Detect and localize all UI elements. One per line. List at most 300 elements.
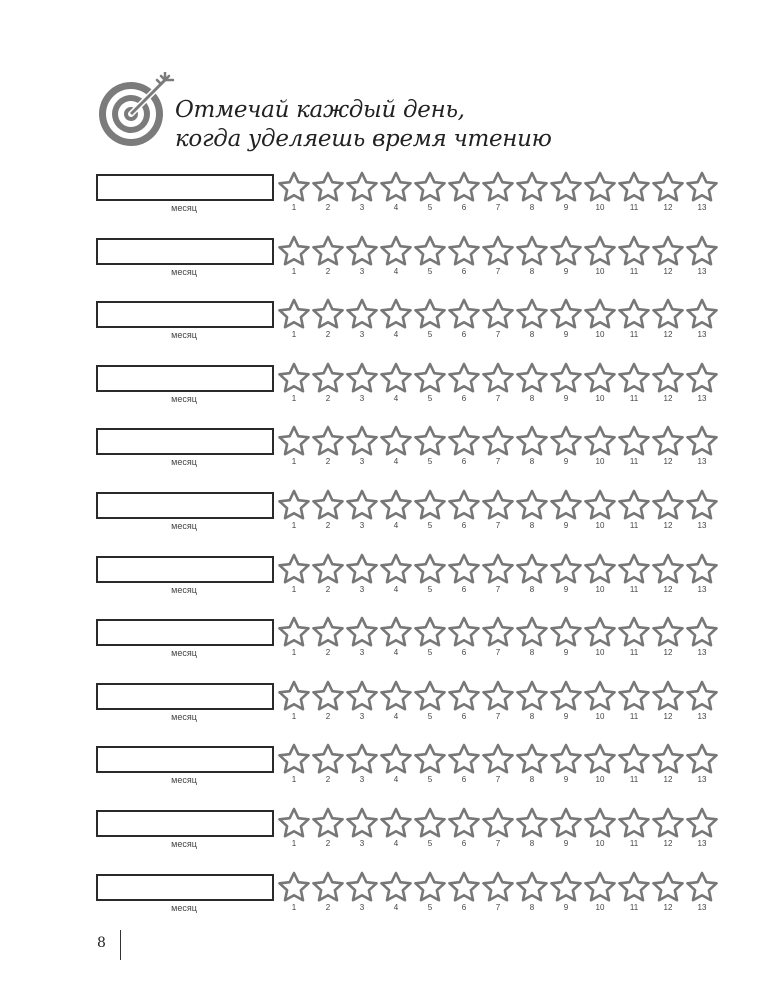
star-outline-icon[interactable]: [345, 680, 379, 712]
day-number: 7: [495, 267, 501, 276]
star-outline-icon[interactable]: [481, 489, 515, 521]
day-number: 3: [359, 267, 365, 276]
star-outline-icon[interactable]: [447, 807, 481, 839]
star-outline-icon[interactable]: [583, 807, 617, 839]
month-label: месяц: [171, 775, 197, 785]
day-number: 10: [595, 457, 605, 466]
star-outline-icon[interactable]: [651, 235, 685, 267]
day-number: 10: [595, 267, 605, 276]
star-outline-icon[interactable]: [515, 489, 549, 521]
tracker-row: [0, 681, 772, 731]
star-outline-icon[interactable]: [481, 553, 515, 585]
star-outline-icon[interactable]: [549, 807, 583, 839]
star-outline-icon[interactable]: [481, 171, 515, 203]
day-number: 9: [563, 775, 569, 784]
star-outline-icon[interactable]: [651, 171, 685, 203]
star-outline-icon[interactable]: [447, 235, 481, 267]
month-label: месяц: [171, 903, 197, 913]
day-number: 1: [291, 775, 297, 784]
star-outline-icon[interactable]: [685, 489, 719, 521]
star-outline-icon[interactable]: [481, 425, 515, 457]
star-outline-icon[interactable]: [617, 807, 651, 839]
star-outline-icon[interactable]: [413, 362, 447, 394]
day-number: 8: [529, 457, 535, 466]
star-outline-icon[interactable]: [379, 298, 413, 330]
star-outline-icon[interactable]: [481, 235, 515, 267]
day-number: 13: [697, 330, 707, 339]
star-outline-icon[interactable]: [447, 362, 481, 394]
star-outline-icon[interactable]: [617, 171, 651, 203]
day-number: 3: [359, 585, 365, 594]
star-outline-icon[interactable]: [311, 489, 345, 521]
star-outline-icon[interactable]: [447, 298, 481, 330]
day-number: 1: [291, 267, 297, 276]
day-number: 11: [629, 457, 639, 466]
star-outline-icon[interactable]: [481, 871, 515, 903]
star-outline-icon[interactable]: [617, 489, 651, 521]
month-input-box[interactable]: [96, 492, 274, 519]
star-outline-icon[interactable]: [651, 807, 685, 839]
star-outline-icon[interactable]: [481, 807, 515, 839]
month-input-box[interactable]: [96, 619, 274, 646]
day-number: 2: [325, 903, 331, 912]
day-number: 11: [629, 648, 639, 657]
day-number: 6: [461, 903, 467, 912]
star-outline-icon[interactable]: [685, 171, 719, 203]
star-outline-icon[interactable]: [447, 553, 481, 585]
star-outline-icon[interactable]: [515, 425, 549, 457]
month-label: месяц: [171, 712, 197, 722]
star-outline-icon[interactable]: [379, 807, 413, 839]
day-number: 5: [427, 330, 433, 339]
day-number: 1: [291, 521, 297, 530]
day-number: 7: [495, 330, 501, 339]
star-outline-icon[interactable]: [685, 743, 719, 775]
star-outline-icon[interactable]: [447, 680, 481, 712]
star-outline-icon[interactable]: [617, 235, 651, 267]
day-number: 9: [563, 203, 569, 212]
month-label: месяц: [171, 585, 197, 595]
star-outline-icon[interactable]: [651, 680, 685, 712]
star-outline-icon[interactable]: [583, 553, 617, 585]
day-number: 6: [461, 267, 467, 276]
day-number: 4: [393, 839, 399, 848]
star-outline-icon[interactable]: [515, 235, 549, 267]
star-outline-icon[interactable]: [345, 743, 379, 775]
star-outline-icon[interactable]: [651, 743, 685, 775]
day-number: 4: [393, 330, 399, 339]
star-outline-icon[interactable]: [549, 298, 583, 330]
star-outline-icon[interactable]: [379, 871, 413, 903]
day-number: 9: [563, 394, 569, 403]
star-outline-icon[interactable]: [651, 425, 685, 457]
day-number: 5: [427, 394, 433, 403]
star-outline-icon[interactable]: [481, 298, 515, 330]
star-outline-icon[interactable]: [549, 362, 583, 394]
day-number: 8: [529, 839, 535, 848]
day-number: 4: [393, 394, 399, 403]
star-outline-icon[interactable]: [583, 425, 617, 457]
month-input-box[interactable]: [96, 556, 274, 583]
day-number: 11: [629, 775, 639, 784]
star-outline-icon[interactable]: [413, 553, 447, 585]
day-number: 12: [663, 775, 673, 784]
day-number: 13: [697, 839, 707, 848]
day-number: 13: [697, 585, 707, 594]
star-outline-icon[interactable]: [277, 871, 311, 903]
star-outline-icon[interactable]: [277, 680, 311, 712]
star-outline-icon[interactable]: [549, 616, 583, 648]
star-outline-icon[interactable]: [617, 425, 651, 457]
star-outline-icon[interactable]: [549, 235, 583, 267]
star-outline-icon[interactable]: [651, 362, 685, 394]
star-outline-icon[interactable]: [583, 489, 617, 521]
title-line-2: когда уделяешь время чтению: [175, 126, 552, 152]
month-input-box[interactable]: [96, 746, 274, 773]
star-outline-icon[interactable]: [277, 298, 311, 330]
day-number: 3: [359, 521, 365, 530]
star-outline-icon[interactable]: [515, 553, 549, 585]
day-number: 5: [427, 712, 433, 721]
star-outline-icon[interactable]: [345, 298, 379, 330]
day-number: 2: [325, 712, 331, 721]
day-number: 11: [629, 267, 639, 276]
star-outline-icon[interactable]: [413, 298, 447, 330]
star-outline-icon[interactable]: [277, 171, 311, 203]
day-number: 4: [393, 203, 399, 212]
star-outline-icon[interactable]: [515, 680, 549, 712]
day-number: 6: [461, 394, 467, 403]
star-outline-icon[interactable]: [583, 298, 617, 330]
star-outline-icon[interactable]: [311, 807, 345, 839]
day-number: 7: [495, 203, 501, 212]
star-outline-icon[interactable]: [583, 680, 617, 712]
day-number: 11: [629, 203, 639, 212]
day-number: 8: [529, 330, 535, 339]
day-number: 8: [529, 712, 535, 721]
day-number: 3: [359, 648, 365, 657]
day-number: 2: [325, 457, 331, 466]
day-number: 7: [495, 457, 501, 466]
day-number: 1: [291, 648, 297, 657]
star-outline-icon[interactable]: [379, 489, 413, 521]
page-number: 8: [97, 935, 106, 951]
star-outline-icon[interactable]: [447, 616, 481, 648]
day-number: 7: [495, 712, 501, 721]
star-outline-icon[interactable]: [311, 553, 345, 585]
star-outline-icon[interactable]: [345, 616, 379, 648]
day-number: 7: [495, 394, 501, 403]
star-outline-icon[interactable]: [481, 743, 515, 775]
day-number: 6: [461, 712, 467, 721]
star-outline-icon[interactable]: [345, 553, 379, 585]
day-number: 4: [393, 585, 399, 594]
day-number: 1: [291, 903, 297, 912]
star-outline-icon[interactable]: [515, 171, 549, 203]
star-outline-icon[interactable]: [685, 553, 719, 585]
star-outline-icon[interactable]: [277, 616, 311, 648]
star-outline-icon[interactable]: [413, 489, 447, 521]
day-number: 8: [529, 775, 535, 784]
star-outline-icon[interactable]: [583, 743, 617, 775]
star-outline-icon[interactable]: [311, 235, 345, 267]
star-outline-icon[interactable]: [685, 298, 719, 330]
month-input-box[interactable]: [96, 874, 274, 901]
star-outline-icon[interactable]: [685, 235, 719, 267]
month-label: месяц: [171, 521, 197, 531]
star-outline-icon[interactable]: [617, 553, 651, 585]
star-outline-icon[interactable]: [515, 616, 549, 648]
day-number: 2: [325, 394, 331, 403]
day-number: 4: [393, 775, 399, 784]
star-outline-icon[interactable]: [413, 425, 447, 457]
star-outline-icon[interactable]: [413, 871, 447, 903]
day-number: 10: [595, 330, 605, 339]
day-number: 1: [291, 330, 297, 339]
day-number: 11: [629, 839, 639, 848]
star-outline-icon[interactable]: [685, 807, 719, 839]
day-number: 3: [359, 775, 365, 784]
day-number: 12: [663, 521, 673, 530]
star-outline-icon[interactable]: [549, 871, 583, 903]
day-number: 11: [629, 585, 639, 594]
day-number: 5: [427, 585, 433, 594]
day-number: 12: [663, 330, 673, 339]
day-number: 2: [325, 839, 331, 848]
day-number: 12: [663, 394, 673, 403]
star-outline-icon[interactable]: [413, 743, 447, 775]
star-outline-icon[interactable]: [481, 616, 515, 648]
star-outline-icon[interactable]: [617, 871, 651, 903]
star-outline-icon[interactable]: [617, 680, 651, 712]
month-input-box[interactable]: [96, 365, 274, 392]
day-number: 1: [291, 394, 297, 403]
star-outline-icon[interactable]: [311, 362, 345, 394]
day-number: 3: [359, 903, 365, 912]
star-outline-icon[interactable]: [481, 680, 515, 712]
day-number: 10: [595, 775, 605, 784]
star-outline-icon[interactable]: [447, 171, 481, 203]
day-number: 4: [393, 267, 399, 276]
day-number: 8: [529, 903, 535, 912]
star-outline-icon[interactable]: [311, 680, 345, 712]
star-outline-icon[interactable]: [345, 235, 379, 267]
star-outline-icon[interactable]: [345, 171, 379, 203]
star-outline-icon[interactable]: [685, 680, 719, 712]
day-number: 13: [697, 394, 707, 403]
star-outline-icon[interactable]: [345, 807, 379, 839]
day-number: 12: [663, 648, 673, 657]
star-outline-icon[interactable]: [311, 298, 345, 330]
day-number: 9: [563, 457, 569, 466]
day-number: 7: [495, 839, 501, 848]
star-outline-icon[interactable]: [515, 743, 549, 775]
day-number: 5: [427, 775, 433, 784]
star-outline-icon[interactable]: [345, 489, 379, 521]
day-number: 5: [427, 521, 433, 530]
star-outline-icon[interactable]: [685, 362, 719, 394]
day-number: 7: [495, 648, 501, 657]
star-outline-icon[interactable]: [549, 425, 583, 457]
star-outline-icon[interactable]: [379, 680, 413, 712]
star-outline-icon[interactable]: [549, 680, 583, 712]
day-number: 6: [461, 203, 467, 212]
star-outline-icon[interactable]: [379, 616, 413, 648]
day-number: 2: [325, 648, 331, 657]
star-outline-icon[interactable]: [379, 425, 413, 457]
star-outline-icon[interactable]: [651, 298, 685, 330]
star-outline-icon[interactable]: [583, 235, 617, 267]
star-outline-icon[interactable]: [447, 743, 481, 775]
day-number: 13: [697, 775, 707, 784]
day-number: 3: [359, 203, 365, 212]
star-outline-icon[interactable]: [651, 616, 685, 648]
month-input-box[interactable]: [96, 174, 274, 201]
star-outline-icon[interactable]: [617, 298, 651, 330]
tracker-row: [0, 744, 772, 794]
day-number: 7: [495, 521, 501, 530]
star-outline-icon[interactable]: [617, 616, 651, 648]
star-outline-icon[interactable]: [413, 235, 447, 267]
month-input-box[interactable]: [96, 301, 274, 328]
day-number: 8: [529, 648, 535, 657]
tracker-row: [0, 808, 772, 858]
star-outline-icon[interactable]: [515, 807, 549, 839]
star-outline-icon[interactable]: [277, 743, 311, 775]
day-number: 8: [529, 394, 535, 403]
day-number: 10: [595, 903, 605, 912]
month-input-box[interactable]: [96, 810, 274, 837]
star-outline-icon[interactable]: [413, 680, 447, 712]
day-number: 3: [359, 330, 365, 339]
star-outline-icon[interactable]: [447, 425, 481, 457]
star-outline-icon[interactable]: [345, 871, 379, 903]
star-outline-icon[interactable]: [345, 425, 379, 457]
star-outline-icon[interactable]: [617, 362, 651, 394]
day-number: 5: [427, 903, 433, 912]
month-input-box[interactable]: [96, 428, 274, 455]
day-number: 5: [427, 457, 433, 466]
day-number: 1: [291, 203, 297, 212]
star-outline-icon[interactable]: [311, 616, 345, 648]
day-number: 12: [663, 839, 673, 848]
day-number: 5: [427, 267, 433, 276]
star-outline-icon[interactable]: [685, 871, 719, 903]
day-number: 3: [359, 839, 365, 848]
day-number: 9: [563, 585, 569, 594]
star-outline-icon[interactable]: [685, 425, 719, 457]
star-outline-icon[interactable]: [311, 871, 345, 903]
day-number: 10: [595, 839, 605, 848]
month-label: месяц: [171, 203, 197, 213]
star-outline-icon[interactable]: [651, 871, 685, 903]
day-number: 6: [461, 585, 467, 594]
day-number: 5: [427, 648, 433, 657]
star-outline-icon[interactable]: [413, 807, 447, 839]
tracker-row: [0, 426, 772, 476]
day-number: 11: [629, 394, 639, 403]
month-input-box[interactable]: [96, 683, 274, 710]
star-outline-icon[interactable]: [379, 553, 413, 585]
day-number: 6: [461, 521, 467, 530]
day-number: 7: [495, 903, 501, 912]
star-outline-icon[interactable]: [515, 362, 549, 394]
star-outline-icon[interactable]: [311, 425, 345, 457]
month-label: месяц: [171, 648, 197, 658]
day-number: 9: [563, 712, 569, 721]
star-outline-icon[interactable]: [277, 362, 311, 394]
star-outline-icon[interactable]: [651, 553, 685, 585]
star-outline-icon[interactable]: [379, 362, 413, 394]
star-outline-icon[interactable]: [413, 616, 447, 648]
tracker-row: [0, 236, 772, 286]
day-number: 9: [563, 330, 569, 339]
day-number: 8: [529, 267, 535, 276]
day-number: 2: [325, 775, 331, 784]
star-outline-icon[interactable]: [583, 362, 617, 394]
month-input-box[interactable]: [96, 238, 274, 265]
star-outline-icon[interactable]: [583, 171, 617, 203]
day-number: 7: [495, 775, 501, 784]
day-number: 10: [595, 521, 605, 530]
star-outline-icon[interactable]: [515, 298, 549, 330]
day-number: 13: [697, 267, 707, 276]
star-outline-icon[interactable]: [311, 743, 345, 775]
tracker-row: [0, 617, 772, 667]
star-outline-icon[interactable]: [685, 616, 719, 648]
star-outline-icon[interactable]: [549, 743, 583, 775]
star-outline-icon[interactable]: [413, 171, 447, 203]
star-outline-icon[interactable]: [379, 171, 413, 203]
star-outline-icon[interactable]: [277, 235, 311, 267]
star-outline-icon[interactable]: [651, 489, 685, 521]
star-outline-icon[interactable]: [617, 743, 651, 775]
star-outline-icon[interactable]: [549, 171, 583, 203]
star-outline-icon[interactable]: [447, 871, 481, 903]
day-number: 2: [325, 203, 331, 212]
month-label: месяц: [171, 457, 197, 467]
star-outline-icon[interactable]: [277, 807, 311, 839]
star-outline-icon[interactable]: [277, 489, 311, 521]
day-number: 11: [629, 330, 639, 339]
day-number: 1: [291, 457, 297, 466]
day-number: 4: [393, 648, 399, 657]
star-outline-icon[interactable]: [549, 553, 583, 585]
star-outline-icon[interactable]: [345, 362, 379, 394]
tracker-row: [0, 363, 772, 413]
day-number: 13: [697, 903, 707, 912]
star-outline-icon[interactable]: [515, 871, 549, 903]
star-outline-icon[interactable]: [583, 616, 617, 648]
day-number: 2: [325, 330, 331, 339]
star-outline-icon[interactable]: [277, 553, 311, 585]
tracker-row: [0, 872, 772, 922]
day-number: 4: [393, 457, 399, 466]
star-outline-icon[interactable]: [379, 235, 413, 267]
star-outline-icon[interactable]: [583, 871, 617, 903]
star-outline-icon[interactable]: [447, 489, 481, 521]
star-outline-icon[interactable]: [481, 362, 515, 394]
star-outline-icon[interactable]: [277, 425, 311, 457]
day-number: 9: [563, 648, 569, 657]
star-outline-icon[interactable]: [379, 743, 413, 775]
star-outline-icon[interactable]: [549, 489, 583, 521]
day-number: 5: [427, 839, 433, 848]
day-number: 9: [563, 267, 569, 276]
star-outline-icon[interactable]: [311, 171, 345, 203]
day-number: 2: [325, 521, 331, 530]
tracker-row: [0, 490, 772, 540]
